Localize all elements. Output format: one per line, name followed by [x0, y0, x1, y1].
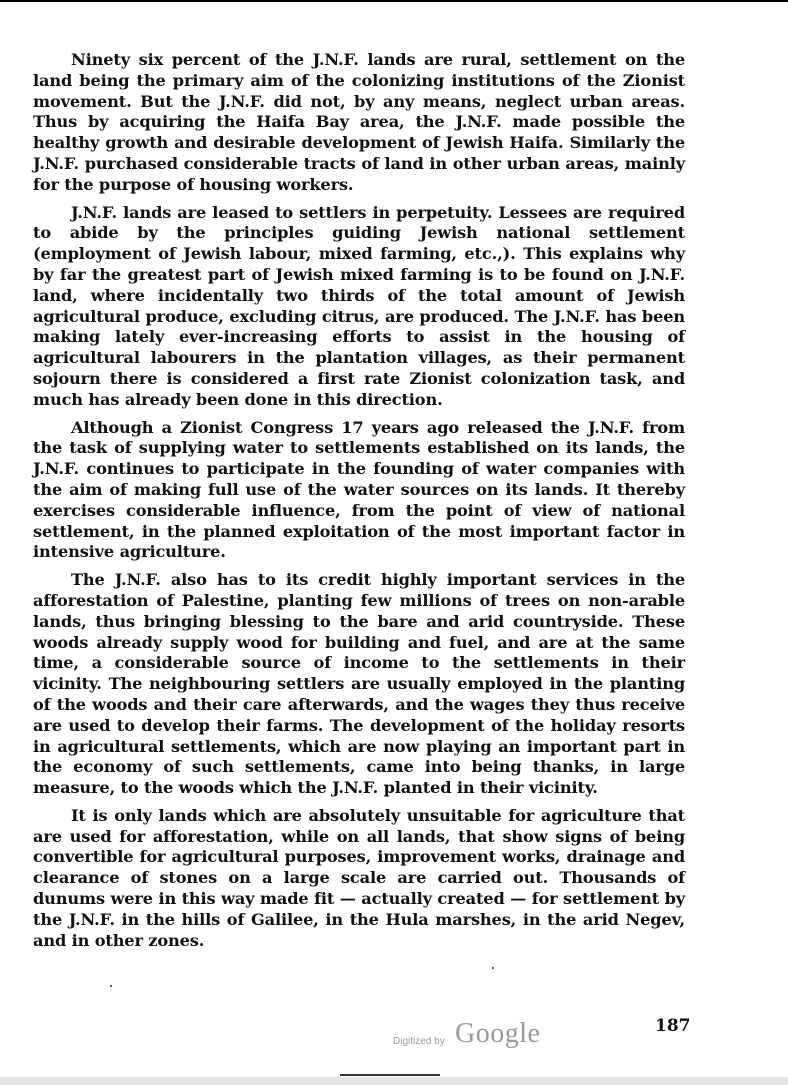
scan-artifact-line — [340, 1074, 440, 1076]
paragraph-rural-lands: Ninety six percent of the J.N.F. lands are rural, settlement on the land being the primary aim of the colonizing institutions of the Zionist movement. But the J.N.F. did not, by any means, neglect urban areas. Thus by acquiring the Haifa Bay area, the J.N.F. made possible the healthy growth and desirable development of Jewish Haifa. Similarly the J.N.F. purchased considerable tracts of land in other urban areas, mainly for the purpose of housing workers. — [33, 50, 685, 194]
paragraph-land-reclamation: It is only lands which are absolutely unsuitable for agriculture that are used for afforestation, while on all lands, that show signs of being convertible for agricultural purposes, improvement works, drainage and clearance of stones on a large scale are carried out. Thousands of dunums were in this way made fit — actually created — for settlement by the J.N.F. in the hills of Galilee, in the Hula marshes, in the arid Negev, and in other zones. — [33, 805, 685, 950]
paragraph-afforestation: The J.N.F. also has to its credit highly important services in the afforestation of Palestine, planting few millions of trees on non-arable lands, thus bringing blessing to the bare and arid countryside. These woods already supply wood for building and fuel, and are at the same time, a considerable source of income to the settlements in their vicinity. The neighbouring settlers are usually employed in the planting of the woods and their care afterwards, and the wages they thus receive are used to develop their farms. The development of the holiday resorts in agricultural settlements, which are now playing an important part in the economy of such settlements, came into being thanks, in large measure, to the woods which the J.N.F. planted in their vicinity. — [33, 570, 685, 798]
page-body — [33, 50, 685, 958]
top-border — [0, 0, 788, 2]
page-footer — [0, 1010, 788, 1070]
paragraph-leases: J.N.F. lands are leased to settlers in perpetuity. Lessees are required to abide by the principles guiding Jewish national settlement (employment of Jewish labour, mixed farming, etc.,). This explains why by far the greatest part of Jewish mixed farming is to be found on J.N.F. land, where incidentally two thirds of the total amount of Jewish agricultural produce, excluding citrus, are produced. The J.N.F. has been making lately ever-increasing efforts to assist in the housing of agricultural labourers in the plantation villages, as their permanent sojourn there is considered a first rate Zionist colonization task, and much has already been done in this direction. — [33, 202, 685, 409]
paragraph-water: Although a Zionist Congress 17 years ago released the J.N.F. from the task of supplying water to settlements established on its lands, the J.N.F. continues to participate in the founding of water companies with the aim of making full use of the water sources on its lands. It thereby exercises considerable influence, from the point of view of national settlement, in the planned exploitation of the most important factor in intensive agriculture. — [33, 417, 685, 562]
bottom-edge-strip — [0, 1077, 788, 1085]
google-watermark-logo: Google — [455, 1018, 541, 1049]
digitized-by-label: Digitized by — [393, 1036, 445, 1047]
scan-speck — [492, 967, 494, 969]
scan-speck — [110, 985, 112, 987]
page-number: 187 — [655, 1016, 691, 1036]
